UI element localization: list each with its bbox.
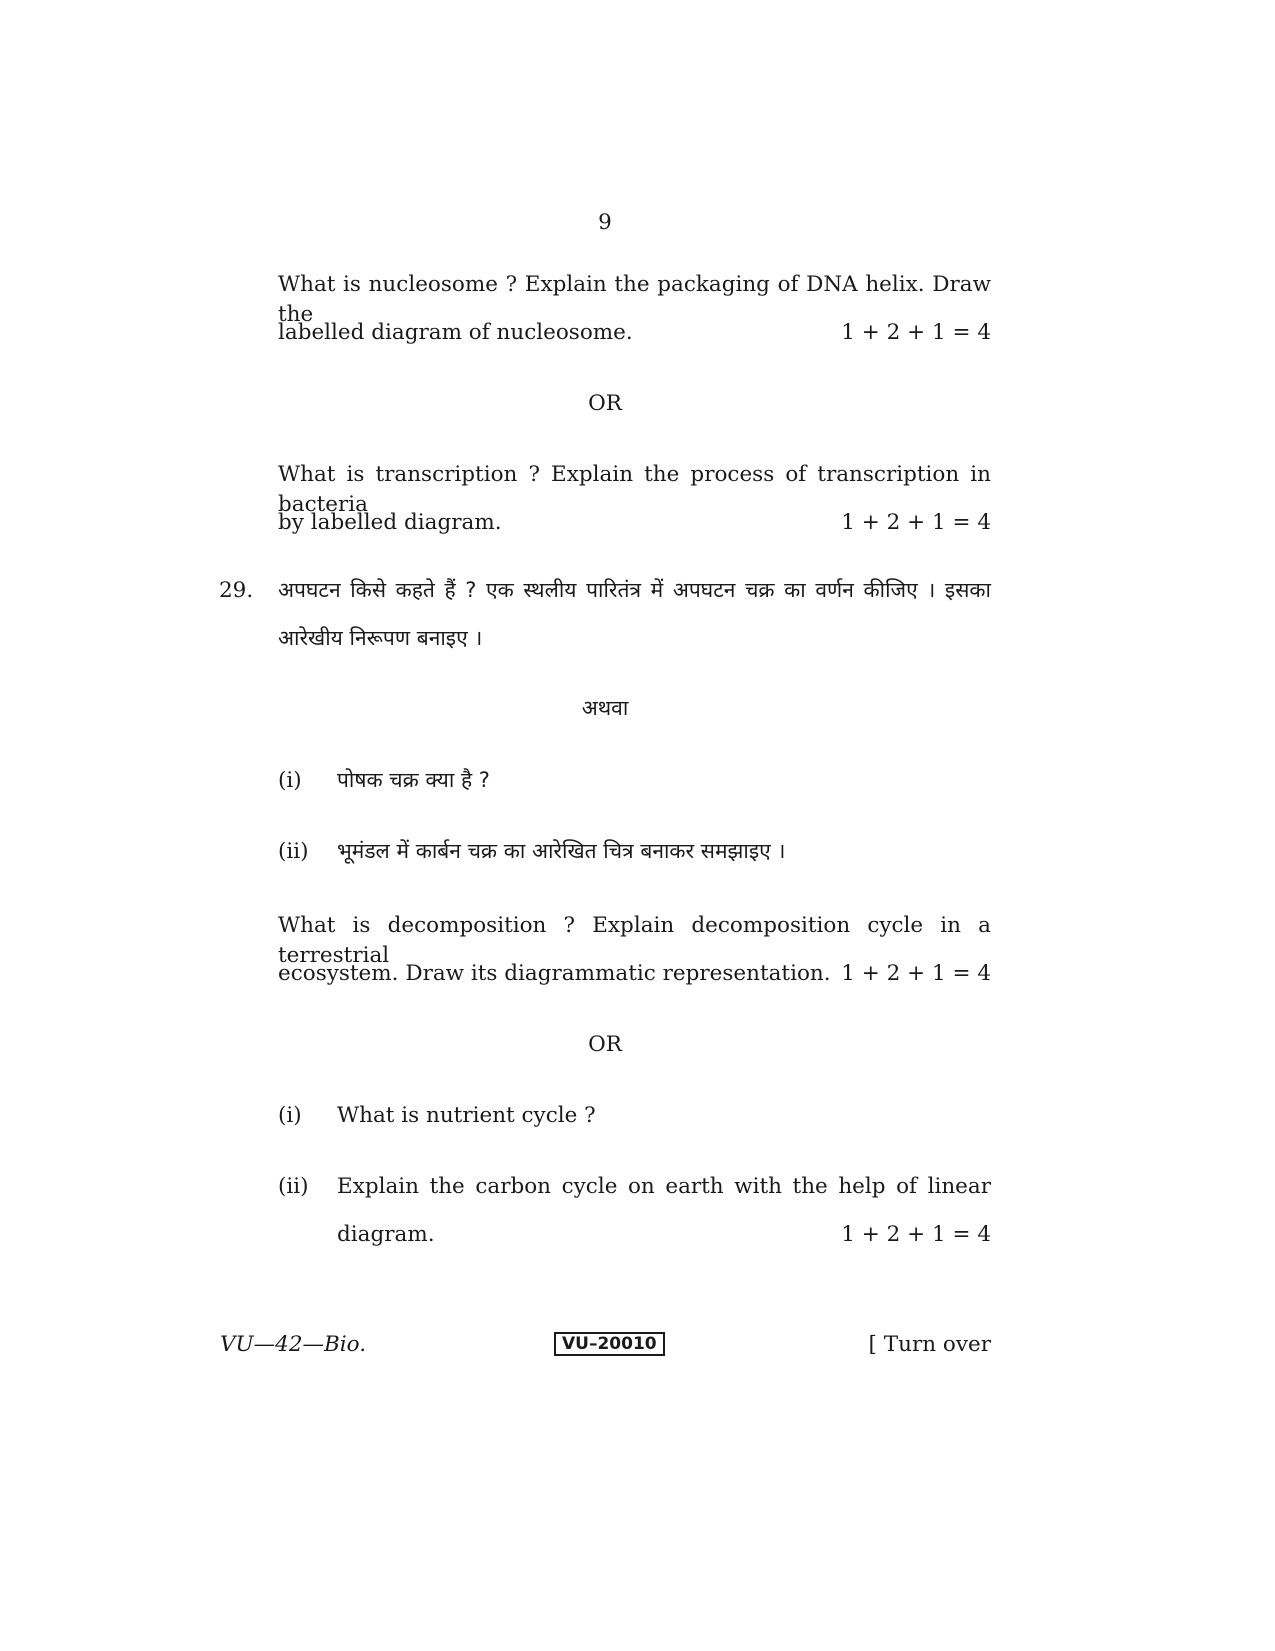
q29-hindi-sub2-label: (ii) xyxy=(278,839,309,864)
q29-hindi-sub2-text: भूमंडल में कार्बन चक्र का आरेखित चित्र बनाकर समझाइए । xyxy=(337,839,786,863)
q28-main-line1: What is nucleosome ? Explain the packaging of DNA helix. Draw the xyxy=(278,272,991,327)
q29-hindi-line2: आरेखीय निरूपण बनाइए । xyxy=(278,626,483,650)
footer-series-box xyxy=(554,1333,665,1355)
q29-hindi-sub1-label: (i) xyxy=(278,768,302,793)
q29-en-sub2-label: (ii) xyxy=(278,1174,309,1199)
q29-hindi-or: अथवा xyxy=(581,696,629,720)
q29-en-sub2-line1: Explain the carbon cycle on earth with the help of linear xyxy=(337,1174,991,1199)
q29-en-sub-marks: 1 + 2 + 1 = 4 xyxy=(841,1222,991,1247)
q28-main-marks: 1 + 2 + 1 = 4 xyxy=(841,320,991,345)
page-number: 9 xyxy=(598,210,612,235)
footer-paper-code: VU—42—Bio. xyxy=(220,1332,367,1357)
q28-alt-marks: 1 + 2 + 1 = 4 xyxy=(841,510,991,535)
q29-en-sub1-label: (i) xyxy=(278,1103,302,1128)
turn-over-label: [ Turn over xyxy=(868,1332,991,1357)
q29-en-line2: ecosystem. Draw its diagrammatic representation. xyxy=(278,961,831,986)
q29-en-line1: What is decomposition ? Explain decomposition cycle in a terrestrial xyxy=(278,913,991,968)
q28-alt-line1: What is transcription ? Explain the process of transcription in bacteria xyxy=(278,462,991,517)
q29-hindi-sub1-text: पोषक चक्र क्या है ? xyxy=(337,768,490,792)
q29-en-marks: 1 + 2 + 1 = 4 xyxy=(841,961,991,986)
q29-en-sub1-text: What is nutrient cycle ? xyxy=(337,1103,596,1128)
q28-alt-line2: by labelled diagram. xyxy=(278,510,502,535)
q29-hindi-line1: अपघटन किसे कहते हैं ? एक स्थलीय पारितंत्र में अपघटन चक्र का वर्णन कीजिए । इसका xyxy=(278,578,991,602)
q29-en-or: OR xyxy=(588,1032,622,1057)
q29-en-sub2-line2: diagram. xyxy=(337,1222,435,1247)
q28-main-line2: labelled diagram of nucleosome. xyxy=(278,320,633,345)
q28-or: OR xyxy=(588,391,622,416)
footer-series-code: VU–20010 xyxy=(554,1332,665,1356)
q29-number: 29. xyxy=(219,578,254,603)
